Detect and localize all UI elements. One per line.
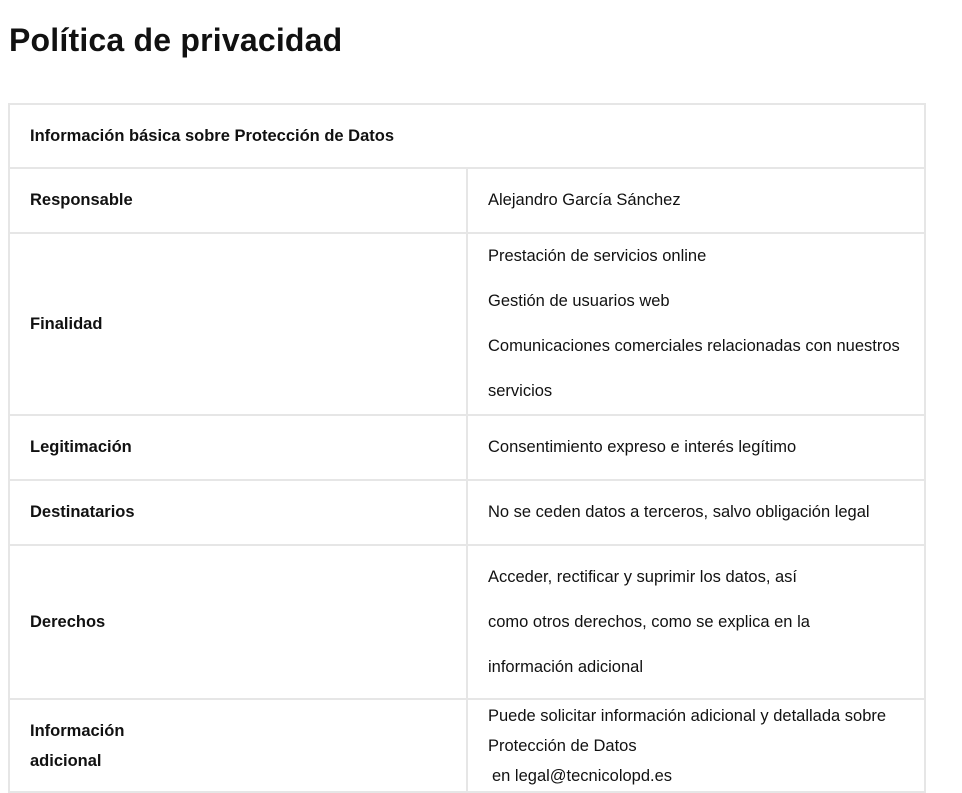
row-label: Legitimación (9, 415, 467, 480)
data-protection-table (8, 103, 926, 793)
row-value-line: No se ceden datos a terceros, salvo obligación legal (488, 503, 870, 521)
row-value-line: como otros derechos, como se explica en la (488, 612, 810, 631)
row-legitimacion (9, 415, 925, 480)
row-value (467, 545, 925, 699)
row-derechos (9, 545, 925, 699)
row-value (467, 480, 925, 545)
row-informacion-adicional (9, 699, 925, 792)
row-label: Derechos (9, 545, 467, 699)
row-value-line: información adicional (488, 657, 644, 676)
row-value (467, 415, 925, 480)
row-label-line: adicional (30, 751, 102, 770)
page-title: Política de privacidad (9, 22, 343, 58)
contact-email-line: en legal@tecnicolopd.es (492, 766, 673, 785)
row-finalidad (9, 233, 925, 415)
table-header-row (9, 104, 925, 168)
row-value (467, 233, 925, 415)
row-value-line: Consentimiento expreso e interés legítimo (488, 438, 797, 456)
table-header: Información básica sobre Protección de Datos (9, 104, 925, 168)
row-value-line: Comunicaciones comerciales relacionadas con nuestros servicios (488, 337, 900, 400)
row-label (9, 699, 467, 792)
row-value (467, 168, 925, 233)
row-destinatarios (9, 480, 925, 545)
row-value (467, 699, 925, 792)
row-value-line: Alejandro García Sánchez (488, 191, 681, 209)
row-label: Responsable (9, 168, 467, 233)
row-value-line: Prestación de servicios online (488, 247, 707, 265)
row-label: Destinatarios (9, 480, 467, 545)
row-label-line: Información (30, 721, 125, 740)
row-value-line: Gestión de usuarios web (488, 292, 670, 310)
row-label: Finalidad (9, 233, 467, 415)
row-value-line: Puede solicitar información adicional y detallada sobre Protección de Datos (488, 706, 887, 755)
row-responsable (9, 168, 925, 233)
row-value-line: Acceder, rectificar y suprimir los datos, así (488, 567, 798, 586)
